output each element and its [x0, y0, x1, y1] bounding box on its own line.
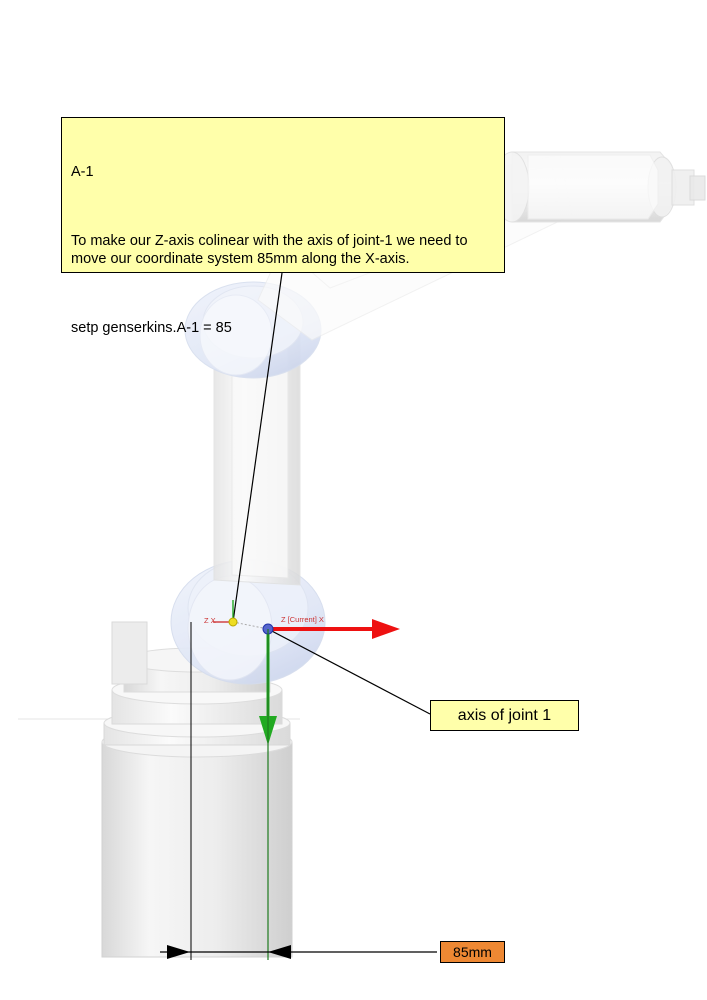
note-a1 [61, 117, 505, 336]
callout-axis-of-joint-1: axis of joint 1 [430, 700, 579, 731]
axis-label-zx: Z X [204, 616, 216, 625]
axis-label-current-frame: Z [Current] X [281, 615, 324, 624]
note-a1-command: setp genserkins.A-1 = 85 [71, 319, 232, 336]
note-a1-heading: A-1 [71, 164, 94, 181]
dimension-label-85mm: 85mm [440, 941, 505, 963]
note-a1-body: To make our Z-axis colinear with the axis of joint-1 we need to move our coordinate system 85mm along the X-axis. [71, 232, 472, 268]
